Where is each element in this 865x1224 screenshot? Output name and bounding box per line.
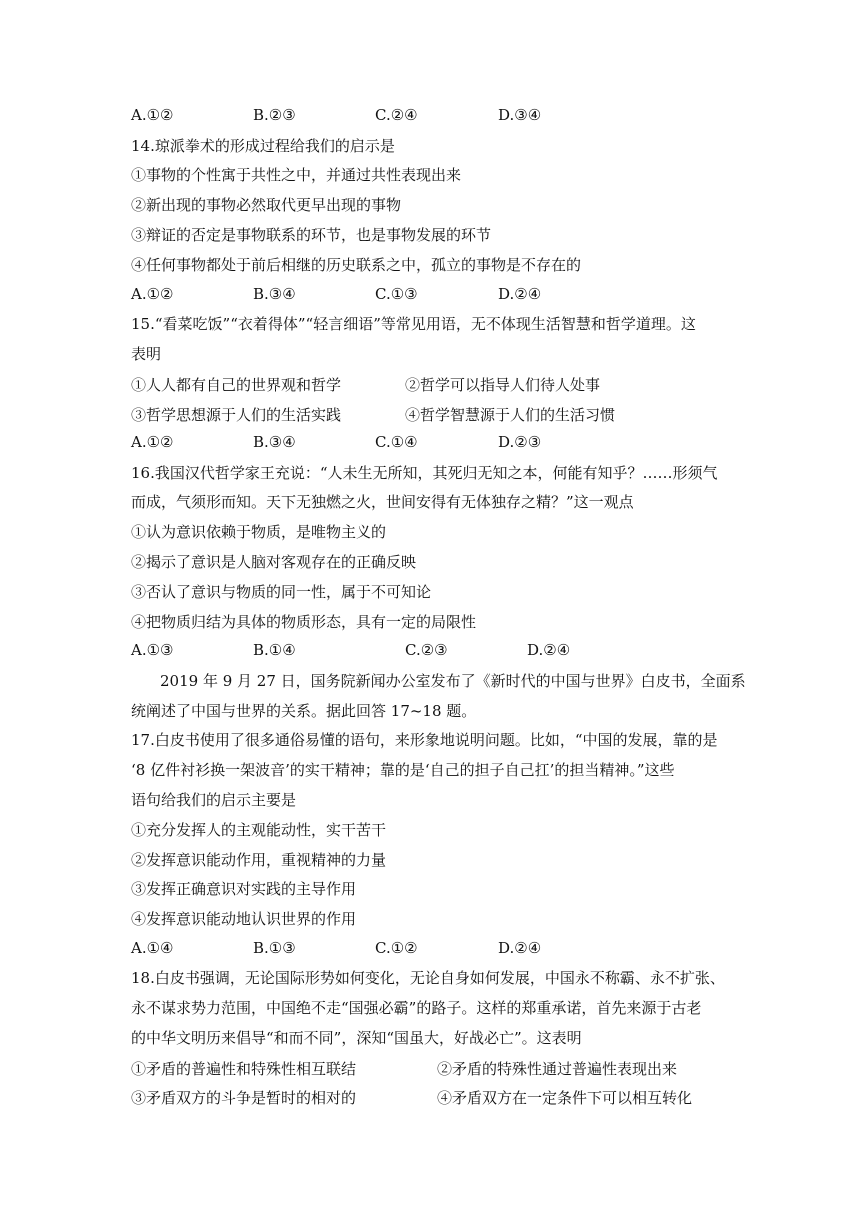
intro-line2: 统阐述了中国与世界的关系。据此回答 17~18 题。 (131, 702, 477, 720)
q16-option-a: A.①③ (131, 641, 174, 659)
q16-option-d: D.②④ (527, 641, 571, 659)
q17-option-a: A.①④ (131, 939, 174, 957)
q14-option-b: B.③④ (253, 285, 296, 303)
q14-option-c: C.①③ (375, 285, 418, 303)
q17-option-d: D.②④ (498, 939, 542, 957)
q13-option-b: B.②③ (253, 106, 296, 124)
q15-item-4: ④哲学智慧源于人们的生活习惯 (405, 406, 616, 424)
q17-stem-line2: ‘8 亿件衬衫换一架波音’的实干精神；靠的是‘自己的担子自己扛’的担当精神。”这些 (131, 761, 675, 779)
q16-item-2: ②揭示了意识是人脑对客观存在的正确反映 (131, 553, 417, 571)
q17-stem-line1: 17.白皮书使用了很多通俗易懂的语句，来形象地说明问题。比如，“中国的发展，靠的是 (131, 731, 718, 749)
q16-stem-line2: 而成，气须形而知。天下无独燃之火，世间安得有无体独存之精？”这一观点 (131, 493, 634, 511)
q14-item-1: ①事物的个性寓于共性之中，并通过共性表现出来 (131, 166, 462, 184)
q16-item-3: ③否认了意识与物质的同一性，属于不可知论 (131, 583, 432, 601)
q17-option-c: C.①② (375, 939, 418, 957)
q17-option-b: B.①③ (253, 939, 296, 957)
q14-item-3: ③辩证的否定是事物联系的环节，也是事物发展的环节 (131, 226, 492, 244)
q15-item-2: ②哲学可以指导人们待人处事 (405, 376, 601, 394)
q17-item-4: ④发挥意识能动地认识世界的作用 (131, 910, 357, 928)
q15-item-1: ①人人都有自己的世界观和哲学 (131, 376, 342, 394)
q15-option-b: B.③④ (253, 433, 296, 451)
q17-stem-line3: 语句给我们的启示主要是 (131, 791, 297, 809)
intro-line1: 2019 年 9 月 27 日，国务院新闻办公室发布了《新时代的中国与世界》白皮书，全面系 (160, 672, 746, 690)
q14-option-a: A.①② (131, 285, 174, 303)
q16-option-b: B.①④ (253, 641, 296, 659)
q18-item-4: ④矛盾双方在一定条件下可以相互转化 (437, 1089, 693, 1107)
q14-stem: 14.琼派拳术的形成过程给我们的启示是 (131, 137, 395, 155)
q16-option-c: C.②③ (405, 641, 448, 659)
q18-item-2: ②矛盾的特殊性通过普遍性表现出来 (437, 1060, 678, 1078)
q15-option-d: D.②③ (498, 433, 542, 451)
q15-stem-line2: 表明 (131, 345, 162, 363)
q18-stem-line1: 18.白皮书强调，无论国际形势如何变化，无论自身如何发展，中国永不称霸、永不扩张、 (131, 969, 725, 987)
q14-option-d: D.②④ (498, 285, 542, 303)
q15-option-c: C.①④ (375, 433, 418, 451)
q15-item-3: ③哲学思想源于人们的生活实践 (131, 406, 342, 424)
q14-item-2: ②新出现的事物必然取代更早出现的事物 (131, 196, 402, 214)
q18-item-3: ③矛盾双方的斗争是暂时的相对的 (131, 1089, 357, 1107)
q13-option-d: D.③④ (498, 106, 542, 124)
q18-item-1: ①矛盾的普遍性和特殊性相互联结 (131, 1060, 357, 1078)
q17-item-1: ①充分发挥人的主观能动性，实干苦干 (131, 821, 387, 839)
q14-item-4: ④任何事物都处于前后相继的历史联系之中，孤立的事物是不存在的 (131, 256, 582, 274)
q13-option-c: C.②④ (375, 106, 418, 124)
q15-option-a: A.①② (131, 433, 174, 451)
q18-stem-line2: 永不谋求势力范围，中国绝不走“国强必霸”的路子。这样的郑重承诺，首先来源于古老 (131, 999, 702, 1017)
q13-option-a: A.①② (131, 106, 174, 124)
q16-stem-line1: 16.我国汉代哲学家王充说：“人未生无所知，其死归无知之本，何能有知乎？……形须气 (131, 464, 718, 482)
q16-item-4: ④把物质归结为具体的物质形态，具有一定的局限性 (131, 613, 477, 631)
q16-item-1: ①认为意识依赖于物质，是唯物主义的 (131, 523, 387, 541)
q18-stem-line3: 的中华文明历来倡导“和而不同”，深知“国虽大，好战必亡”。这表明 (131, 1029, 582, 1047)
q15-stem-line1: 15.“看菜吃饭”“衣着得体”“轻言细语”等常见用语，无不体现生活智慧和哲学道理。这 (131, 315, 696, 333)
q17-item-2: ②发挥意识能动作用，重视精神的力量 (131, 851, 387, 869)
q17-item-3: ③发挥正确意识对实践的主导作用 (131, 880, 357, 898)
